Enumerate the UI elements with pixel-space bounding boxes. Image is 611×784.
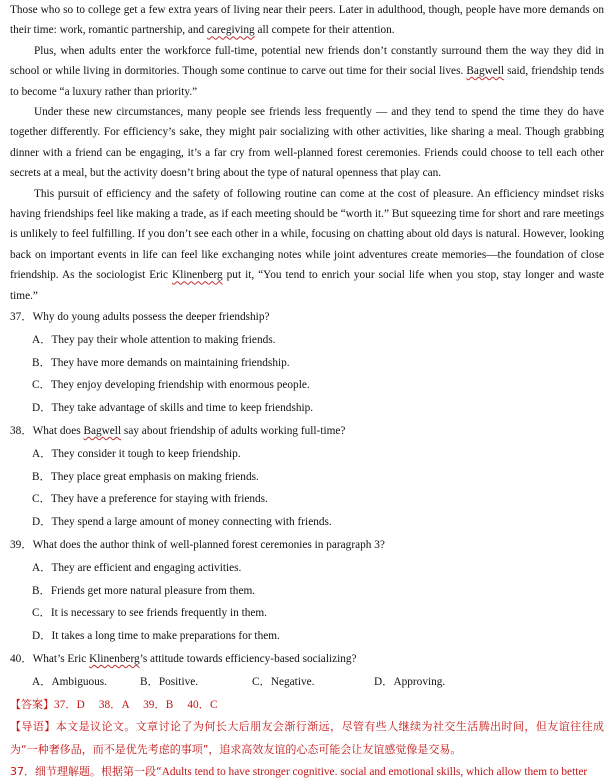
option-text: They take advantage of skills and time to keep friendship. (51, 402, 314, 415)
option-text: It takes a long time to make preparations for them. (51, 630, 280, 643)
option-text: They pay their whole attention to making friends. (51, 333, 276, 346)
question-text: What does (32, 425, 84, 438)
option-37-d[interactable] (32, 397, 604, 420)
underlined-word: Bagwell (466, 65, 505, 78)
option-39-c[interactable] (32, 602, 604, 625)
exam-page (10, 0, 604, 784)
underlined-word: Bagwell (83, 425, 122, 438)
answer-values: 37．D 38．A 39．B 40．C (54, 698, 218, 711)
guide-text: 本文是议论文。文章讨论了为何长大后朋友会渐行渐远，尽管有些人继续为社交生活腾出时间，但友谊往往成为“一种奢侈品，而不是优先考虑的事项”，追求高效友谊的心态可能会让友谊感觉像是交易。 (10, 720, 605, 756)
passage-paragraph-1 (10, 0, 604, 41)
option-37-b[interactable] (32, 352, 604, 375)
option-letter: C． (32, 379, 51, 392)
option-39-d[interactable] (32, 625, 604, 648)
paragraph-text: Those who so to college get a few extra years of living near their peers. Later in adulthood, though, people have more demands on their time: work, romantic partnership, and (10, 4, 604, 37)
option-text: They have more demands on maintaining friendship. (50, 356, 290, 369)
question-39 (10, 534, 604, 557)
option-38-b[interactable] (32, 466, 604, 489)
passage-paragraph-3: Under these new circumstances, many people see friends less frequently — and they tend to spend the time they do have together differently. For efficiency’s sake, they might pair socializing with other activities, like sharing a meal. Though grabbing dinner with a friend can be engaging, it’s a far cry from well-planned forest ceremonies. Friends could choose to tell each other secrets at a meal, but the activity doesn’t bring about the type of natural openness that play can. (10, 106, 604, 180)
passage-paragraph-2 (10, 41, 604, 102)
question-text: What’s Eric (32, 653, 90, 666)
option-text: They enjoy developing friendship with enormous people. (50, 379, 310, 392)
answer-label: 【答案】 (10, 697, 54, 711)
option-letter: A． (32, 675, 52, 688)
option-40-d[interactable] (374, 671, 445, 694)
option-letter: D． (32, 630, 52, 643)
passage-paragraph-4 (10, 184, 604, 306)
paragraph-text: put it, “You tend to enrich your social life when you stop, stay longer and waste time.” (10, 269, 604, 302)
option-letter: D． (32, 402, 52, 415)
option-text: Friends get more natural pleasure from them. (50, 584, 256, 597)
option-letter: A． (32, 333, 52, 346)
question-text: ’s attitude towards efficiency-based socializing? (139, 653, 357, 666)
option-letter: B． (32, 584, 51, 597)
paragraph-text: all compete for their attention. (254, 24, 395, 37)
question-37 (10, 306, 604, 329)
option-39-a[interactable] (32, 557, 604, 580)
question-text: Why do young adults possess the deeper friendship? (32, 311, 270, 324)
option-40-c[interactable] (252, 671, 374, 694)
option-letter: B． (32, 470, 51, 483)
option-37-c[interactable] (32, 374, 604, 397)
option-letter: D． (32, 516, 52, 529)
detail-prefix: 37．细节理解题。根据第一段“ (10, 765, 162, 779)
underlined-word: Klinenberg (89, 653, 140, 666)
answer-line (10, 694, 604, 717)
option-text: They have a preference for staying with friends. (50, 493, 268, 506)
underlined-word: Klinenberg (172, 269, 223, 282)
detail-quote: Adults tend to have stronger cognitive. social and emotional skills, which allow them to better (161, 766, 588, 779)
option-letter: B． (32, 356, 51, 369)
question-number: 40． (10, 653, 33, 666)
option-text: They spend a large amount of money connecting with friends. (51, 516, 332, 529)
question-40 (10, 648, 604, 671)
option-text: Negative. (270, 675, 315, 688)
option-letter: A． (32, 561, 52, 574)
paragraph-text: Plus, when adults enter the workforce full-time, potential new friends don’t constantly surround them the way they did in school or while living in dormitories. Though some continue to carve out time for their social lives. (10, 44, 604, 78)
option-38-a[interactable] (32, 443, 604, 466)
question-text: What does the author think of well-planned forest ceremonies in paragraph 3? (32, 539, 385, 552)
option-text: They consider it tough to keep friendship. (51, 447, 241, 460)
option-text: Approving. (393, 675, 446, 688)
question-text: say about friendship of adults working full-time? (121, 425, 346, 438)
option-text: They place great emphasis on making friends. (50, 470, 259, 483)
option-letter: C． (32, 493, 51, 506)
question-number: 37． (10, 311, 33, 324)
option-letter: A． (32, 447, 52, 460)
question-number: 39． (10, 539, 33, 552)
option-text: Ambiguous. (51, 675, 108, 688)
option-37-a[interactable] (32, 329, 604, 352)
option-text: They are efficient and engaging activities. (51, 561, 242, 574)
option-letter: B． (140, 675, 159, 688)
paragraph-text: This pursuit of efficiency and the safety of following routine can come at the cost of pleasure. An efficiency mindset risks having friendships feel like making a trade, as if each meeting should be “worth it.” But squeezing time for short and rare meetings is unlikely to feel fulfilling. If you don’t see each other in a while, focusing on chatting about old days is natural. However, looking back on important events in life can feel like exchanging notes while joint adventures create memories—the foundation of close friendship. As the sociologist Eric (10, 187, 604, 282)
option-39-b[interactable] (32, 580, 604, 603)
option-40-b[interactable] (140, 671, 252, 694)
option-letter: C． (32, 607, 51, 620)
paragraph-text: said, friendship tends to become “a luxury rather than priority.” (10, 65, 604, 98)
question-number: 38． (10, 425, 33, 438)
option-40-a[interactable] (32, 671, 140, 694)
option-text: It is necessary to see friends frequently in them. (50, 607, 267, 620)
options-40 (32, 671, 604, 694)
option-letter: D． (374, 675, 394, 688)
option-text: Positive. (158, 675, 199, 688)
guide-label: 【导语】 (10, 720, 56, 734)
detail-explanation (10, 761, 604, 784)
guide-paragraph (10, 716, 604, 761)
question-38 (10, 420, 604, 443)
option-38-d[interactable] (32, 511, 604, 534)
option-38-c[interactable] (32, 488, 604, 511)
underlined-word: caregiving (207, 24, 255, 37)
option-letter: C． (252, 675, 271, 688)
